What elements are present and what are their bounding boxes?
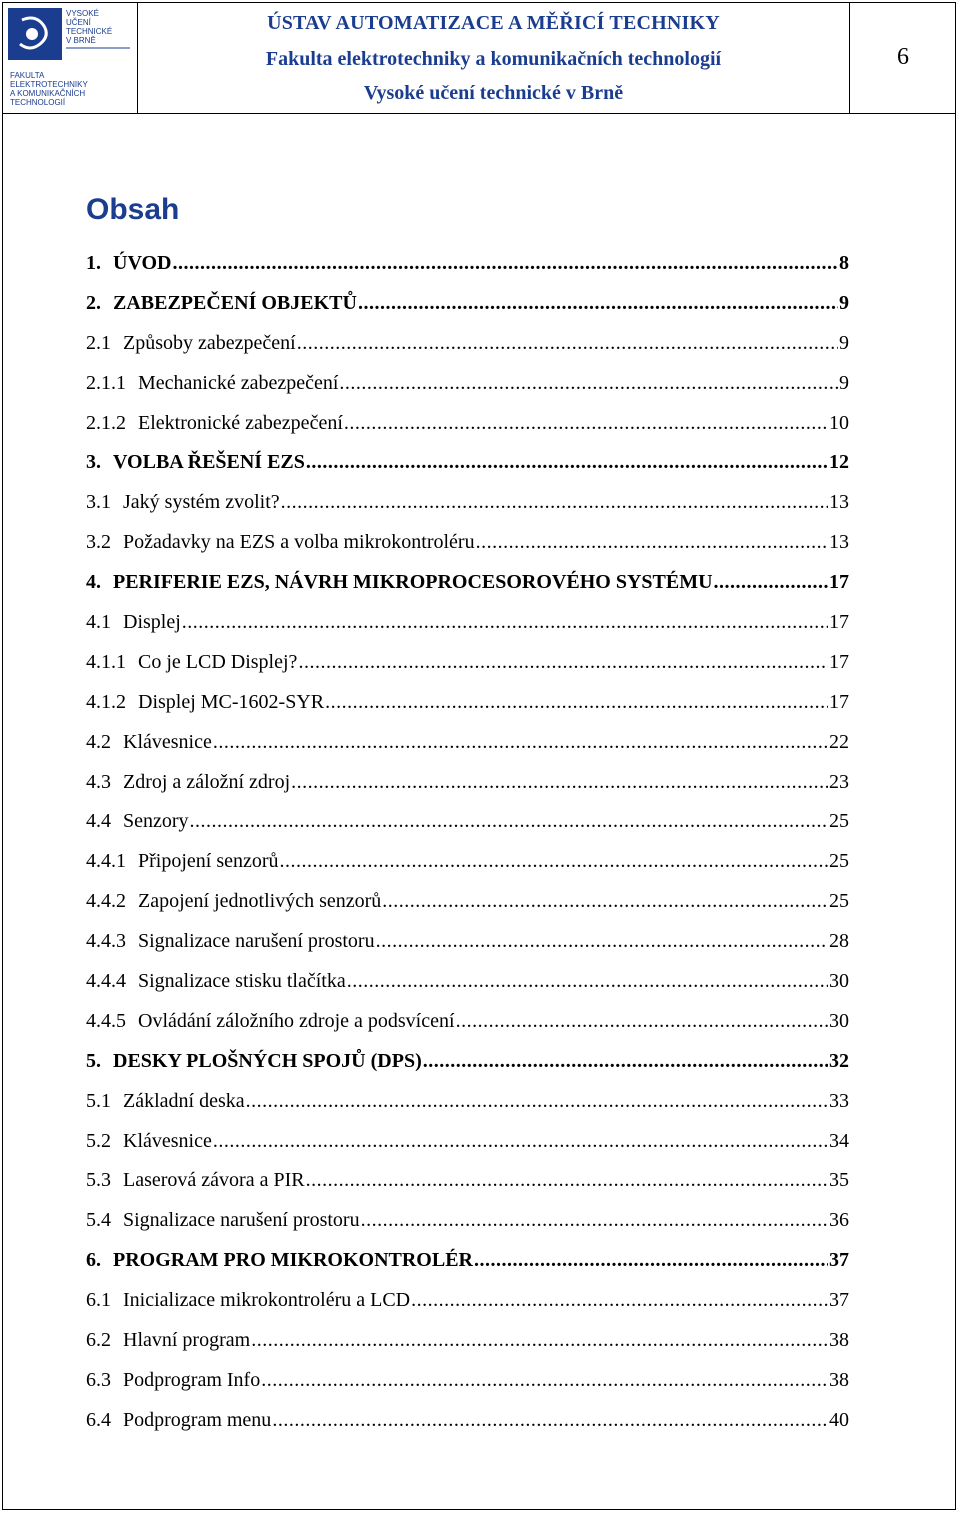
toc-entry-number: 5.2 (86, 1129, 111, 1152)
toc-entry-number: 2.1.2 (86, 411, 126, 434)
dot-leader (280, 843, 828, 879)
dot-leader (306, 1162, 828, 1198)
dot-leader (714, 564, 828, 600)
vut-logo-icon (2, 2, 138, 113)
toc-entry[interactable] (86, 843, 849, 883)
toc-entry-page: 34 (829, 1129, 849, 1152)
faculty-logo (2, 2, 138, 113)
university-name: Vysoké učení technické v Brně (363, 82, 624, 104)
toc-entry-label (86, 285, 357, 321)
toc-entry-label (86, 1322, 250, 1358)
toc-entry-title: Jaký systém zvolit? (123, 491, 280, 514)
toc-entry-page: 13 (829, 491, 849, 514)
dot-leader (291, 764, 828, 800)
toc-entry-number: 4.2 (86, 730, 111, 753)
toc-entry-label (86, 764, 290, 800)
toc-entry-label (86, 524, 475, 560)
dot-leader (281, 484, 828, 520)
dot-leader (358, 285, 838, 321)
dot-leader (474, 1242, 828, 1278)
dot-leader (261, 1362, 828, 1398)
toc-entry-number: 4.4.2 (86, 890, 126, 913)
toc-entry[interactable] (86, 1402, 849, 1442)
toc-entry-label (86, 1202, 360, 1238)
dot-leader (251, 1322, 828, 1358)
toc-entry-number: 4.3 (86, 770, 111, 793)
toc-entry-page: 23 (829, 770, 849, 793)
dot-leader (272, 1402, 828, 1438)
toc-entry-number: 4. (86, 571, 101, 594)
toc-entry-number: 1. (86, 252, 101, 274)
toc-entry[interactable] (86, 444, 849, 484)
toc-entry-page: 25 (829, 890, 849, 913)
toc-entry[interactable] (86, 484, 849, 524)
toc-entry[interactable] (86, 1362, 849, 1402)
toc-entry-label (86, 963, 346, 999)
toc-entry-title: Zdroj a záložní zdroj (123, 770, 291, 793)
toc-entry-label (86, 923, 375, 959)
toc-entry-label (86, 1043, 422, 1079)
toc-entry[interactable] (86, 1003, 849, 1043)
toc-entry[interactable] (86, 883, 849, 923)
toc-entry-number: 6.1 (86, 1289, 111, 1312)
toc-entry-title: ZABEZPEČENÍ OBJEKTŮ (113, 291, 357, 314)
toc-entry-number: 4.1.2 (86, 690, 126, 713)
toc-entry-number: 4.1 (86, 611, 111, 634)
toc-entry-label (86, 684, 324, 720)
toc-entry-number: 6. (86, 1249, 101, 1272)
dot-leader (298, 644, 828, 680)
toc-entry-title: Elektronické zabezpečení (138, 411, 343, 434)
toc-entry-number: 4.4.5 (86, 1009, 126, 1032)
toc-entry-title: Inicializace mikrokontroléru a LCD (123, 1289, 411, 1312)
logo-text: TECHNOLOGIÍ (10, 98, 66, 107)
toc-entry-label (86, 1282, 410, 1318)
dot-leader (376, 923, 828, 959)
toc-entry-title: Hlavní program (123, 1329, 251, 1352)
toc-entry-label (86, 1362, 260, 1398)
toc-entry-number: 2.1.1 (86, 371, 126, 394)
toc-entry[interactable] (86, 1162, 849, 1202)
toc-entry[interactable] (86, 1123, 849, 1163)
dot-leader (347, 963, 828, 999)
toc-entry[interactable] (86, 564, 849, 604)
header-title-block (138, 2, 850, 113)
toc-entry-number: 5.3 (86, 1169, 111, 1192)
toc-entry[interactable] (86, 644, 849, 684)
toc-entry[interactable] (86, 1202, 849, 1242)
dot-leader (306, 444, 828, 480)
logo-text: ELEKTROTECHNIKY (10, 80, 88, 89)
toc-entry-page: 17 (829, 611, 849, 634)
toc-entry-page: 12 (829, 451, 849, 474)
dot-leader (339, 365, 838, 401)
toc-entry-number: 4.4.4 (86, 970, 126, 993)
toc-entry-number: 4.1.1 (86, 650, 126, 673)
toc-entry-number: 6.3 (86, 1368, 111, 1391)
toc-entry-number: 3.2 (86, 531, 111, 554)
logo-text: UČENÍ (66, 18, 91, 27)
toc-entry-title: Displej (123, 611, 181, 634)
dot-leader (213, 724, 828, 760)
dot-leader (361, 1202, 828, 1238)
dot-leader (182, 604, 828, 640)
toc-entry-page: 36 (829, 1209, 849, 1232)
toc-entry-page: 9 (839, 371, 849, 394)
toc-entry-title: Požadavky na EZS a volba mikrokontroléru (123, 531, 475, 554)
dot-leader (213, 1123, 828, 1159)
toc-entry-title: Podprogram Info (123, 1368, 261, 1391)
toc-entry-page: 28 (829, 930, 849, 953)
dot-leader (382, 883, 828, 919)
toc-entry-title: DESKY PLOŠNÝCH SPOJŮ (DPS) (113, 1049, 422, 1072)
table-of-contents (86, 245, 849, 1442)
toc-entry-number: 4.4.3 (86, 930, 126, 953)
toc-entry-number: 5. (86, 1049, 101, 1072)
dot-leader (173, 245, 839, 281)
toc-entry[interactable] (86, 245, 849, 285)
toc-entry-page: 32 (829, 1049, 849, 1072)
toc-entry-page: 9 (839, 331, 849, 354)
toc-entry-page: 13 (829, 531, 849, 554)
toc-entry-title: PERIFERIE EZS, NÁVRH MIKROPROCESOROVÉHO SYSTÉMU (113, 571, 713, 594)
toc-entry[interactable] (86, 963, 849, 1003)
toc-entry[interactable] (86, 285, 849, 325)
toc-entry-title: Signalizace narušení prostoru (123, 1209, 360, 1232)
institute-name: ÚSTAV AUTOMATIZACE A MĚŘICÍ TECHNIKY (267, 12, 720, 34)
toc-entry-label (86, 724, 212, 760)
page-header (2, 2, 956, 114)
toc-entry-number: 6.2 (86, 1329, 111, 1352)
toc-entry-title: Zapojení jednotlivých senzorů (138, 890, 382, 913)
toc-entry-title: PROGRAM PRO MIKROKONTROLÉR (113, 1249, 473, 1272)
toc-entry-page: 25 (829, 850, 849, 873)
toc-entry[interactable] (86, 1083, 849, 1123)
toc-entry-number: 5.1 (86, 1089, 111, 1112)
toc-entry-label (86, 564, 713, 600)
toc-entry-title: VOLBA ŘEŠENÍ EZS (113, 451, 305, 474)
toc-entry-label (86, 1242, 473, 1278)
toc-entry[interactable] (86, 1242, 849, 1282)
toc-entry-title: Co je LCD Displej? (138, 650, 298, 673)
toc-entry[interactable] (86, 1043, 849, 1083)
dot-leader (246, 1083, 828, 1119)
toc-entry[interactable] (86, 1322, 849, 1362)
toc-entry-page: 17 (829, 650, 849, 673)
toc-entry-title: Signalizace narušení prostoru (138, 930, 375, 953)
toc-entry-label (86, 1083, 245, 1119)
toc-entry-page: 30 (829, 970, 849, 993)
toc-entry-label (86, 1402, 271, 1438)
dot-leader (423, 1043, 828, 1079)
toc-entry-label (86, 365, 338, 401)
toc-entry-label (86, 1003, 455, 1039)
toc-entry-number: 6.4 (86, 1408, 111, 1431)
toc-entry-title: Podprogram menu (123, 1408, 272, 1431)
toc-entry-title: Senzory (123, 810, 189, 833)
toc-entry-number: 2.1 (86, 331, 111, 354)
toc-entry-title: Způsoby zabezpečení (123, 331, 296, 354)
toc-entry-number: 5.4 (86, 1209, 111, 1232)
page-number: 6 (897, 44, 909, 70)
toc-entry-title: Základní deska (123, 1089, 245, 1112)
toc-entry-page: 17 (829, 571, 849, 594)
toc-entry-page: 40 (829, 1408, 849, 1431)
toc-entry-title: Laserová závora a PIR (123, 1169, 305, 1192)
toc-entry-page: 17 (829, 690, 849, 713)
toc-entry-title: Klávesnice (123, 1129, 212, 1152)
toc-entry-page: 38 (829, 1368, 849, 1391)
toc-entry[interactable] (86, 764, 849, 804)
toc-entry[interactable] (86, 724, 849, 764)
toc-entry-title: Ovládání záložního zdroje a podsvícení (138, 1009, 455, 1032)
logo-text: TECHNICKÉ (66, 27, 113, 36)
toc-entry[interactable] (86, 1282, 849, 1322)
toc-entry-label (86, 803, 189, 839)
toc-entry-label (86, 1162, 305, 1198)
toc-entry[interactable] (86, 604, 849, 644)
toc-entry-number: 4.4 (86, 810, 111, 833)
toc-entry[interactable] (86, 524, 849, 564)
toc-entry-page: 30 (829, 1009, 849, 1032)
dot-leader (411, 1282, 828, 1318)
faculty-name: Fakulta elektrotechniky a komunikačních technologií (265, 48, 722, 70)
toc-entry-label (86, 245, 172, 281)
toc-entry-title: ÚVOD (113, 252, 172, 274)
toc-entry-page: 22 (829, 730, 849, 753)
toc-title: Obsah (86, 193, 180, 226)
toc-entry-label (86, 1123, 212, 1159)
toc-entry-label (86, 843, 279, 879)
toc-entry-label (86, 644, 297, 680)
toc-entry-page: 33 (829, 1089, 849, 1112)
toc-entry-title: Mechanické zabezpečení (138, 371, 339, 394)
dot-leader (476, 524, 828, 560)
dot-leader (456, 1003, 828, 1039)
toc-entry-label (86, 405, 343, 441)
toc-entry-number: 4.4.1 (86, 850, 126, 873)
toc-entry-title: Signalizace stisku tlačítka (138, 970, 346, 993)
toc-entry-page: 25 (829, 810, 849, 833)
logo-text: VYSOKÉ (66, 9, 99, 18)
toc-entry-page: 35 (829, 1169, 849, 1192)
toc-entry-label (86, 883, 381, 919)
toc-entry-title: Připojení senzorů (138, 850, 279, 873)
dot-leader (325, 684, 828, 720)
dot-leader (297, 325, 838, 361)
dot-leader (344, 405, 828, 441)
toc-entry-title: Klávesnice (123, 730, 212, 753)
toc-entry-page: 8 (839, 252, 849, 274)
toc-entry-page: 10 (829, 411, 849, 434)
toc-entry[interactable] (86, 684, 849, 724)
logo-text: V BRNĚ (66, 36, 96, 45)
toc-entry-label (86, 444, 305, 480)
toc-entry-page: 37 (829, 1289, 849, 1312)
logo-text: A KOMUNIKAČNÍCH (10, 89, 86, 98)
toc-entry[interactable] (86, 325, 849, 365)
toc-entry-page: 38 (829, 1329, 849, 1352)
toc-entry-page: 37 (829, 1249, 849, 1272)
toc-entry-number: 2. (86, 291, 101, 314)
toc-entry-title: Displej MC-1602-SYR (138, 690, 325, 713)
toc-entry[interactable] (86, 803, 849, 843)
toc-entry-number: 3. (86, 451, 101, 474)
toc-entry[interactable] (86, 923, 849, 963)
dot-leader (190, 803, 828, 839)
toc-entry[interactable] (86, 365, 849, 405)
toc-entry-label (86, 325, 296, 361)
toc-entry-page: 9 (839, 291, 849, 314)
logo-text: FAKULTA (10, 71, 45, 80)
toc-entry-number: 3.1 (86, 491, 111, 514)
toc-entry-label (86, 604, 181, 640)
toc-entry[interactable] (86, 405, 849, 445)
toc-entry-label (86, 484, 280, 520)
